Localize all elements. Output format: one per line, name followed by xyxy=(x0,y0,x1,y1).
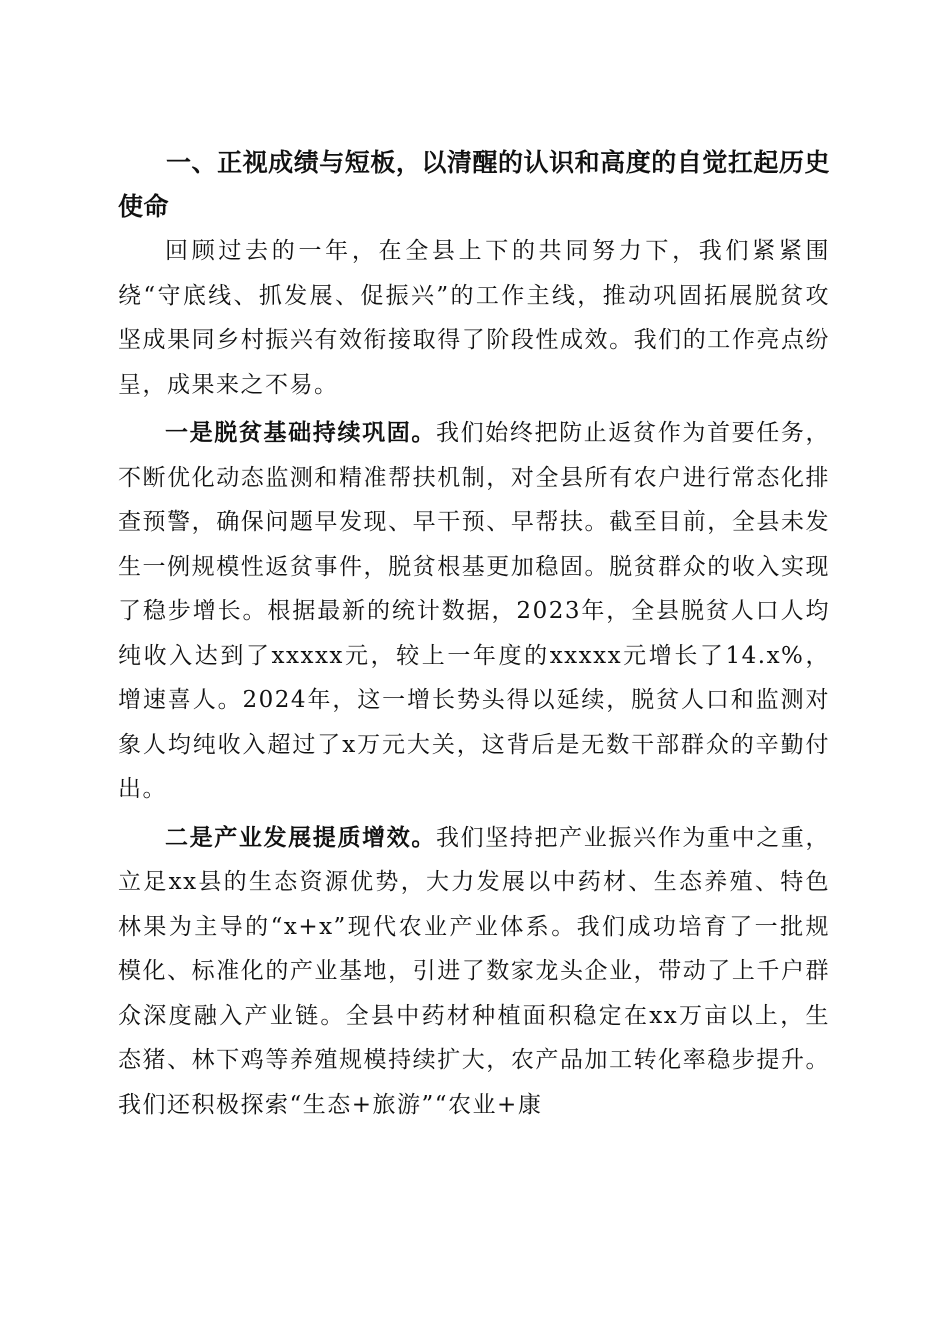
paragraph-poverty-foundation-lead: 一是脱贫基础持续巩固。 xyxy=(165,419,436,446)
section-heading: 一、正视成绩与短板，以清醒的认识和高度的自觉扛起历史使命 xyxy=(118,148,830,221)
paragraph-industry-development-text: 我们坚持把产业振兴作为重中之重，立足xx县的生态资源优势，大力发展以中药材、生态养殖、特色林果为主导的“x+x”现代农业产业体系。我们成功培育了一批规模化、标准化的产业基地，引进了数家龙头企业，带动了上千户群众深度融入产业链。全县中药材种植面积稳定在xx万亩以上，生态猪、林下鸡等养殖规模持续扩大，农产品加工转化率稳步提升。我们还积极探索“生态+旅游”“农业+康 xyxy=(118,824,831,1118)
paragraph-review xyxy=(118,229,830,407)
paragraph-review-text: 回顾过去的一年，在全县上下的共同努力下，我们紧紧围绕“守底线、抓发展、促振兴”的工作主线，推动巩固拓展脱贫攻坚成果同乡村振兴有效衔接取得了阶段性成效。我们的工作亮点纷呈，成果来之不易。 xyxy=(118,238,830,398)
paragraph-poverty-foundation-text: 我们始终把防止返贫作为首要任务，不断优化动态监测和精准帮扶机制，对全县所有农户进行常态化排查预警，确保问题早发现、早干预、早帮扶。截至目前，全县未发生一例规模性返贫事件，脱贫根基更加稳固。脱贫群众的收入实现了稳步增长。根据最新的统计数据，2023年，全县脱贫人口人均纯收入达到了xxxxx元，较上一年度的xxxxx元增长了14.x%，增速喜人。2024年，这一增长势头得以延续，脱贫人口和监测对象人均纯收入超过了x万元大关，这背后是无数干部群众的辛勤付出。 xyxy=(118,420,831,802)
paragraph-poverty-foundation xyxy=(118,411,830,812)
paragraph-industry-development-lead: 二是产业发展提质增效。 xyxy=(165,823,436,851)
paragraph-industry-development xyxy=(118,816,830,1128)
document-body xyxy=(118,141,830,1127)
